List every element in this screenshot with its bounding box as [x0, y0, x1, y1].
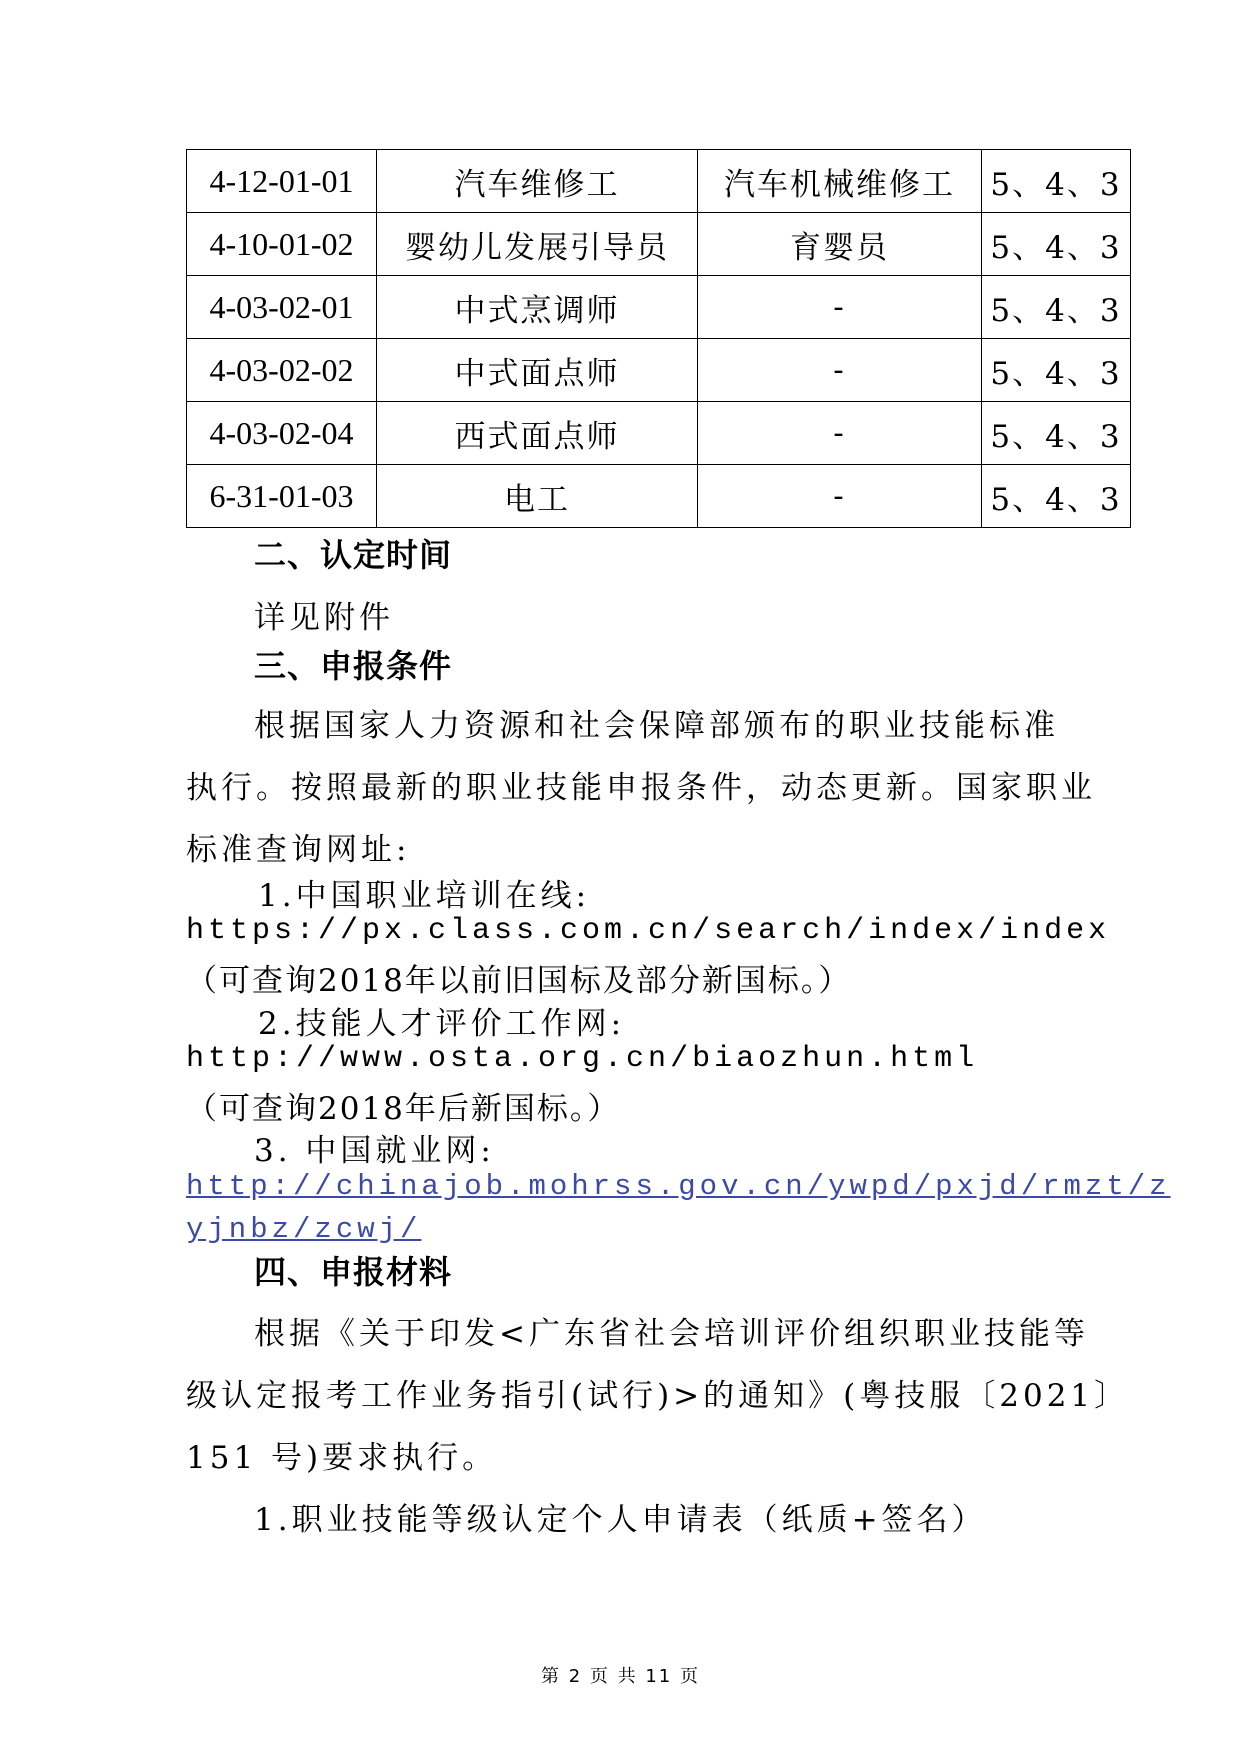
item2-note: （可查询2018年后新国标。）	[186, 1091, 621, 1127]
occupation-code: 4-03-02-02	[187, 339, 377, 402]
item1-title: 1.中国职业培训在线:	[258, 878, 591, 914]
section2-heading: 二、认定时间	[254, 536, 453, 574]
page-footer: 第 2 页 共 11 页	[541, 1666, 700, 1687]
occupation-name: 婴幼儿发展引导员	[377, 213, 698, 276]
occupation-code: 4-03-02-01	[187, 276, 377, 339]
section3-para-line: 标准查询网址:	[186, 832, 411, 868]
section4-item1: 1.职业技能等级认定个人申请表（纸质+签名）	[254, 1502, 987, 1538]
table-row	[187, 213, 1131, 276]
occupation-name: 汽车维修工	[377, 150, 698, 213]
former-occupation-name: 汽车机械维修工	[698, 150, 982, 213]
occupation-name: 中式烹调师	[377, 276, 698, 339]
item3-title: 3. 中国就业网:	[254, 1133, 495, 1169]
skill-levels: 5、4、3	[982, 339, 1131, 402]
occupation-code: 4-12-01-01	[187, 150, 377, 213]
occupation-code: 4-03-02-04	[187, 402, 377, 465]
occupation-name: 中式面点师	[377, 339, 698, 402]
table-row	[187, 465, 1131, 528]
section4-para-line: 根据《关于印发<广东省社会培训评价组织职业技能等	[254, 1316, 1089, 1352]
section4-para-line: 151 号)要求执行。	[186, 1440, 498, 1476]
section3-para-line: 执行。按照最新的职业技能申报条件，动态更新。国家职业	[186, 770, 1096, 806]
item1-url: https://px.class.com.cn/search/index/index	[186, 914, 1111, 948]
table-row	[187, 150, 1131, 213]
section4-heading: 四、申报材料	[254, 1253, 453, 1291]
section2-body: 详见附件	[254, 600, 394, 636]
former-occupation-name: -	[698, 339, 982, 402]
table-row	[187, 339, 1131, 402]
table-row	[187, 276, 1131, 339]
item2-url: http://www.osta.org.cn/biaozhun.html	[186, 1042, 979, 1076]
item2-title: 2.技能人才评价工作网:	[258, 1006, 626, 1042]
skill-levels: 5、4、3	[982, 150, 1131, 213]
skill-levels: 5、4、3	[982, 276, 1131, 339]
table-row	[187, 402, 1131, 465]
skill-levels: 5、4、3	[982, 402, 1131, 465]
occupation-table	[186, 149, 1131, 528]
former-occupation-name: -	[698, 465, 982, 528]
item1-note: （可查询2018年以前旧国标及部分新国标。）	[186, 963, 852, 999]
former-occupation-name: -	[698, 276, 982, 339]
section4-para-line: 级认定报考工作业务指引(试行)>的通知》(粤技服〔2021〕	[186, 1378, 1130, 1414]
item3-url-line1[interactable]: http://chinajob.mohrss.gov.cn/ywpd/pxjd/rmzt/z	[186, 1170, 1171, 1203]
occupation-name: 西式面点师	[377, 402, 698, 465]
occupation-code: 6-31-01-03	[187, 465, 377, 528]
occupation-code: 4-10-01-02	[187, 213, 377, 276]
skill-levels: 5、4、3	[982, 465, 1131, 528]
former-occupation-name: 育婴员	[698, 213, 982, 276]
skill-levels: 5、4、3	[982, 213, 1131, 276]
section3-heading: 三、申报条件	[254, 647, 453, 685]
item3-url-line2[interactable]: yjnbz/zcwj/	[186, 1213, 422, 1246]
occupation-name: 电工	[377, 465, 698, 528]
section3-para-line: 根据国家人力资源和社会保障部颁布的职业技能标准	[254, 708, 1059, 744]
former-occupation-name: -	[698, 402, 982, 465]
